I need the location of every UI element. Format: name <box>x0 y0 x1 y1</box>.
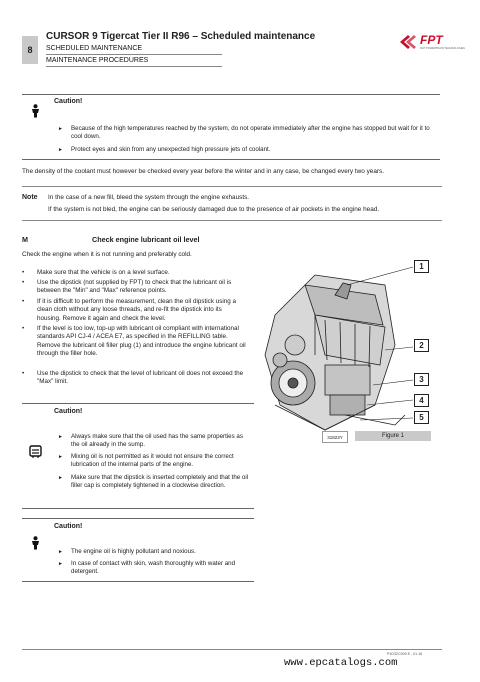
doc-reference: P1D32C009 E - 01.16 <box>387 652 423 656</box>
list-item: • Use the dipstick (not supplied by FPT) to check that the lubricant oil is between the "Min" and "Max" reference points. <box>22 279 232 295</box>
caution-person-icon <box>29 536 42 550</box>
note-line: In the case of a new fill, bleed the system through the engine exhausts. <box>48 194 250 201</box>
density-paragraph: The density of the coolant must however be checked every year before the winter and in any case, be changed every two years. <box>22 168 384 175</box>
oil-can-icon <box>29 444 42 458</box>
list-item: • If the level is too low, top-up with lubricant oil compliant with international standards API CJ-4 / ACEA E7, as specified in the REFILLING table. Remove the lubricant oil filler plug (1) and introduce the engine lubricant oil through the filler hole. <box>22 325 246 357</box>
watermark-link[interactable]: www.epcatalogs.com <box>284 657 398 669</box>
caution-title-1: Caution! <box>54 98 83 105</box>
divider <box>22 186 442 187</box>
figure-callout: 1 <box>414 260 429 273</box>
caution-1-item: ► Because of the high temperatures reached by the system, do not operate immediately after the engine has stopped but wait for it to cool down. <box>58 125 430 141</box>
caution-person-icon <box>29 104 42 118</box>
caution-1-item: ► Protect eyes and skin from any unexpected high pressure jets of coolant. <box>58 146 271 153</box>
figure-callout: 2 <box>414 339 429 352</box>
caution-2-item: ► Make sure that the dipstick is inserted completely and that the oil filler cap is completely tightened in a clockwise direction. <box>58 474 249 490</box>
section-heading: Check engine lubricant oil level <box>92 235 200 244</box>
subsection-title: MAINTENANCE PROCEDURES <box>46 57 149 64</box>
figure-callout: 5 <box>414 411 429 424</box>
caution-3-item: ► The engine oil is highly pollutant and noxious. <box>58 548 196 555</box>
figure-callout: 4 <box>414 394 429 407</box>
section-letter: M <box>22 235 28 244</box>
fpt-logo <box>398 31 465 53</box>
figure-code: 31823Y <box>322 431 348 443</box>
logo-subtext: FIAT POWERTRAIN TECHNOLOGIES <box>420 47 465 50</box>
note-line: If the system is not bled, the engine can be seriously damaged due to the presence of air pockets in the engine head. <box>48 206 380 213</box>
section-title: SCHEDULED MAINTENANCE <box>46 45 143 52</box>
figure-caption: Figure 1 <box>355 431 431 441</box>
header-rule <box>46 54 222 55</box>
divider <box>22 220 442 221</box>
list-item: • Use the dipstick to check that the level of lubricant oil does not exceed the "Max" limit. <box>22 370 244 386</box>
caution-3-item: ► In case of contact with skin, wash thoroughly with water and detergent. <box>58 560 236 576</box>
engine-figure <box>255 255 415 443</box>
footer-rule <box>22 649 442 650</box>
list-item: • If it is difficult to perform the measurement, clean the oil dipstick using a clean cloth without any loose threads, and re-fit the dipstick into its housing. Remove it again and check the level. <box>22 298 237 322</box>
caution-2-item: ► Always make sure that the oil used has the same properties as the oil already in the sump. <box>58 433 243 449</box>
page-number: 8 <box>22 36 38 64</box>
caution-2-item: ► Mixing oil is not permitted as it would not ensure the correct lubrication of the internal parts of the engine. <box>58 453 234 469</box>
list-item: • Make sure that the vehicle is on a level surface. <box>22 269 170 276</box>
caution-title-2: Caution! <box>54 408 83 415</box>
section-intro: Check the engine when it is not running and preferably cold. <box>22 251 192 258</box>
figure-callout: 3 <box>414 373 429 386</box>
caution-title-3: Caution! <box>54 523 83 530</box>
header-rule-2 <box>46 66 222 67</box>
page-title: CURSOR 9 Tigercat Tier II R96 – Scheduled maintenance <box>46 31 316 42</box>
note-label: Note <box>22 194 38 201</box>
logo-text: FPT <box>420 33 443 47</box>
